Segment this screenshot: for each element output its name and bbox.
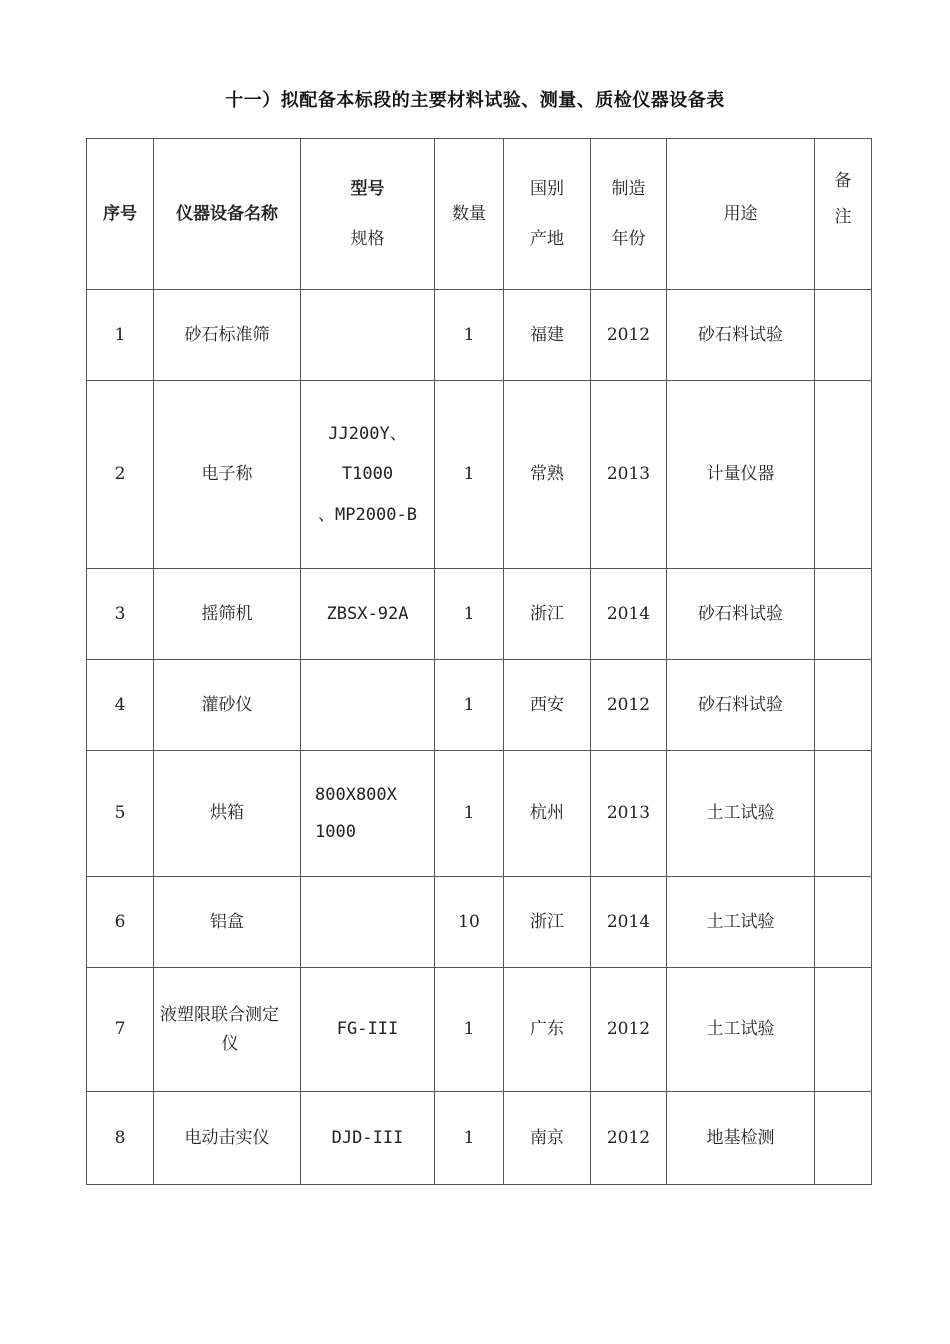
table-row <box>87 660 872 751</box>
cell-model-line: 1000 <box>315 821 356 842</box>
header-year-line1: 制造 <box>611 178 646 199</box>
cell-qty: 10 <box>435 877 504 968</box>
header-model-line2: 规格 <box>350 229 385 249</box>
header-model-line1: 型号 <box>350 178 385 199</box>
cell-remark <box>815 569 872 660</box>
cell-qty: 1 <box>435 751 504 877</box>
header-model <box>301 139 435 290</box>
equipment-table <box>86 138 872 1185</box>
cell-model <box>301 877 435 968</box>
cell-use: 砂石料试验 <box>667 569 815 660</box>
cell-year: 2013 <box>591 381 667 569</box>
cell-seq: 7 <box>87 968 154 1092</box>
cell-qty: 1 <box>435 569 504 660</box>
cell-qty: 1 <box>435 968 504 1092</box>
cell-model <box>301 290 435 381</box>
cell-qty: 1 <box>435 290 504 381</box>
cell-origin: 浙江 <box>504 569 591 660</box>
header-seq: 序号 <box>87 139 154 290</box>
cell-origin: 西安 <box>504 660 591 751</box>
cell-name: 烘箱 <box>154 751 301 877</box>
cell-year: 2012 <box>591 968 667 1092</box>
cell-name <box>154 968 301 1092</box>
document-title: 十一）拟配备本标段的主要材料试验、测量、质检仪器设备表 <box>225 90 725 111</box>
cell-year: 2012 <box>591 290 667 381</box>
cell-model <box>301 751 435 877</box>
cell-remark <box>815 381 872 569</box>
header-year-line2: 年份 <box>611 229 646 249</box>
cell-use: 土工试验 <box>667 968 815 1092</box>
header-use: 用途 <box>667 139 815 290</box>
cell-origin: 浙江 <box>504 877 591 968</box>
header-remark <box>815 139 872 290</box>
table-row <box>87 381 872 569</box>
cell-qty: 1 <box>435 1092 504 1185</box>
cell-remark <box>815 751 872 877</box>
cell-name: 电子称 <box>154 381 301 569</box>
cell-model-line: 、MP2000-B <box>318 504 417 525</box>
header-origin-line1: 国别 <box>530 178 564 199</box>
cell-model <box>301 660 435 751</box>
cell-qty: 1 <box>435 381 504 569</box>
header-remark-line2: 注 <box>834 207 852 227</box>
cell-year: 2012 <box>591 1092 667 1185</box>
header-remark-line1: 备 <box>834 170 852 191</box>
header-year <box>591 139 667 290</box>
table-header-row <box>87 139 872 290</box>
cell-model-line: 800X800X <box>315 785 397 806</box>
cell-name-line: 仪 <box>221 1033 239 1054</box>
cell-origin: 杭州 <box>504 751 591 877</box>
cell-origin: 南京 <box>504 1092 591 1185</box>
table-row <box>87 1092 872 1185</box>
cell-use: 砂石料试验 <box>667 290 815 381</box>
table-row <box>87 877 872 968</box>
cell-model: DJD-III <box>301 1092 435 1185</box>
cell-name: 砂石标准筛 <box>154 290 301 381</box>
cell-origin: 福建 <box>504 290 591 381</box>
cell-origin: 广东 <box>504 968 591 1092</box>
cell-year: 2013 <box>591 751 667 877</box>
cell-remark <box>815 877 872 968</box>
cell-remark <box>815 290 872 381</box>
header-qty: 数量 <box>435 139 504 290</box>
cell-model-line: JJ200Y、 <box>328 424 407 445</box>
cell-seq: 3 <box>87 569 154 660</box>
cell-seq: 4 <box>87 660 154 751</box>
cell-seq: 5 <box>87 751 154 877</box>
cell-name: 摇筛机 <box>154 569 301 660</box>
cell-name: 电动击实仪 <box>154 1092 301 1185</box>
cell-origin: 常熟 <box>504 381 591 569</box>
cell-year: 2012 <box>591 660 667 751</box>
cell-name: 铝盒 <box>154 877 301 968</box>
cell-year: 2014 <box>591 569 667 660</box>
table-row <box>87 751 872 877</box>
cell-use: 地基检测 <box>667 1092 815 1185</box>
table-row <box>87 968 872 1092</box>
cell-seq: 1 <box>87 290 154 381</box>
cell-remark <box>815 660 872 751</box>
cell-model: ZBSX-92A <box>301 569 435 660</box>
table-row <box>87 569 872 660</box>
cell-use: 土工试验 <box>667 877 815 968</box>
cell-qty: 1 <box>435 660 504 751</box>
cell-name-line: 液塑限联合测定 <box>160 1005 279 1026</box>
cell-seq: 8 <box>87 1092 154 1185</box>
cell-remark <box>815 1092 872 1185</box>
cell-remark <box>815 968 872 1092</box>
cell-seq: 2 <box>87 381 154 569</box>
cell-model <box>301 381 435 569</box>
cell-seq: 6 <box>87 877 154 968</box>
cell-use: 砂石料试验 <box>667 660 815 751</box>
cell-year: 2014 <box>591 877 667 968</box>
table-row <box>87 290 872 381</box>
cell-name: 灌砂仪 <box>154 660 301 751</box>
header-name: 仪器设备名称 <box>154 139 301 290</box>
header-origin <box>504 139 591 290</box>
cell-use: 土工试验 <box>667 751 815 877</box>
cell-use: 计量仪器 <box>667 381 815 569</box>
cell-model: FG-III <box>301 968 435 1092</box>
header-origin-line2: 产地 <box>530 229 564 249</box>
cell-model-line: T1000 <box>341 464 394 485</box>
